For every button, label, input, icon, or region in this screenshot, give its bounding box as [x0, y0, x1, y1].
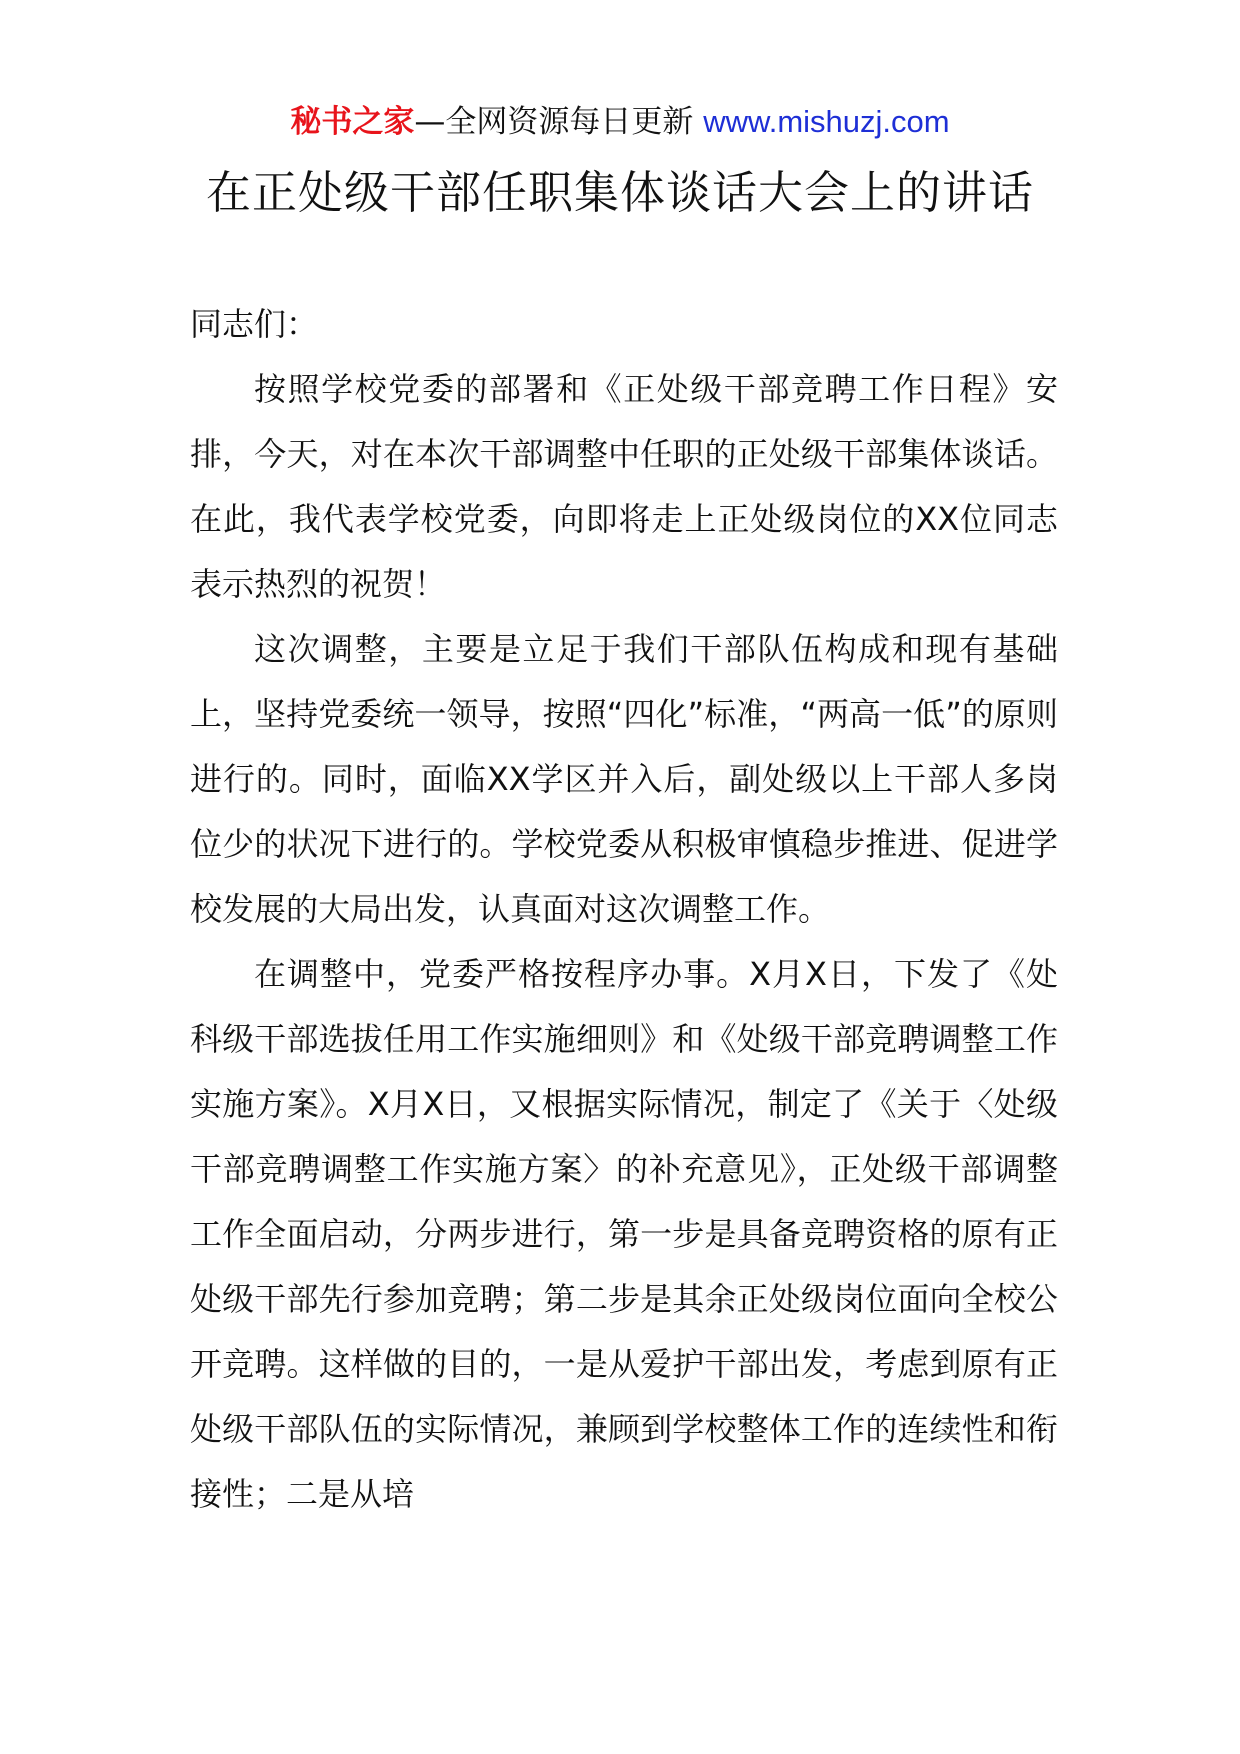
watermark-header: [0, 100, 1240, 144]
document-body: [190, 292, 1058, 1527]
paragraph-2: 这次调整，主要是立足于我们干部队伍构成和现有基础上，坚持党委统一领导，按照“四化”标准，“两高一低”的原则进行的。同时，面临XX学区并入后，副处级以上干部人多岗位少的状况下进行的。学校党委从积极审慎稳步推进、促进学校发展的大局出发，认真面对这次调整工作。: [190, 630, 1058, 928]
site-url-link[interactable]: www.mishuzj.com: [703, 104, 950, 139]
document-title: 在正处级干部任职集体谈话大会上的讲话: [205, 166, 1034, 219]
header-tagline: —全网资源每日更新: [414, 104, 704, 140]
brand-name: 秘书之家: [290, 104, 415, 140]
paragraph-3: 在调整中，党委严格按程序办事。X月X日，下发了《处科级干部选拔任用工作实施细则》和《处级干部竞聘调整工作实施方案》。X月X日，又根据实际情况，制定了《关于〈处级干部竞聘调整工作实施方案〉的补充意见》，正处级干部调整工作全面启动，分两步进行，第一步是具备竞聘资格的原有正处级干部先行参加竞聘；第二步是其余正处级岗位面向全校公开竞聘。这样做的目的，一是从爱护干部出发，考虑到原有正处级干部队伍的实际情况，兼顾到学校整体工作的连续性和衔接性；二是从培: [190, 955, 1058, 1513]
paragraph-1: 按照学校党委的部署和《正处级干部竞聘工作日程》安排，今天，对在本次干部调整中任职的正处级干部集体谈话。在此，我代表学校党委，向即将走上正处级岗位的XX位同志表示热烈的祝贺！: [190, 370, 1058, 603]
salutation: 同志们：: [190, 305, 319, 343]
